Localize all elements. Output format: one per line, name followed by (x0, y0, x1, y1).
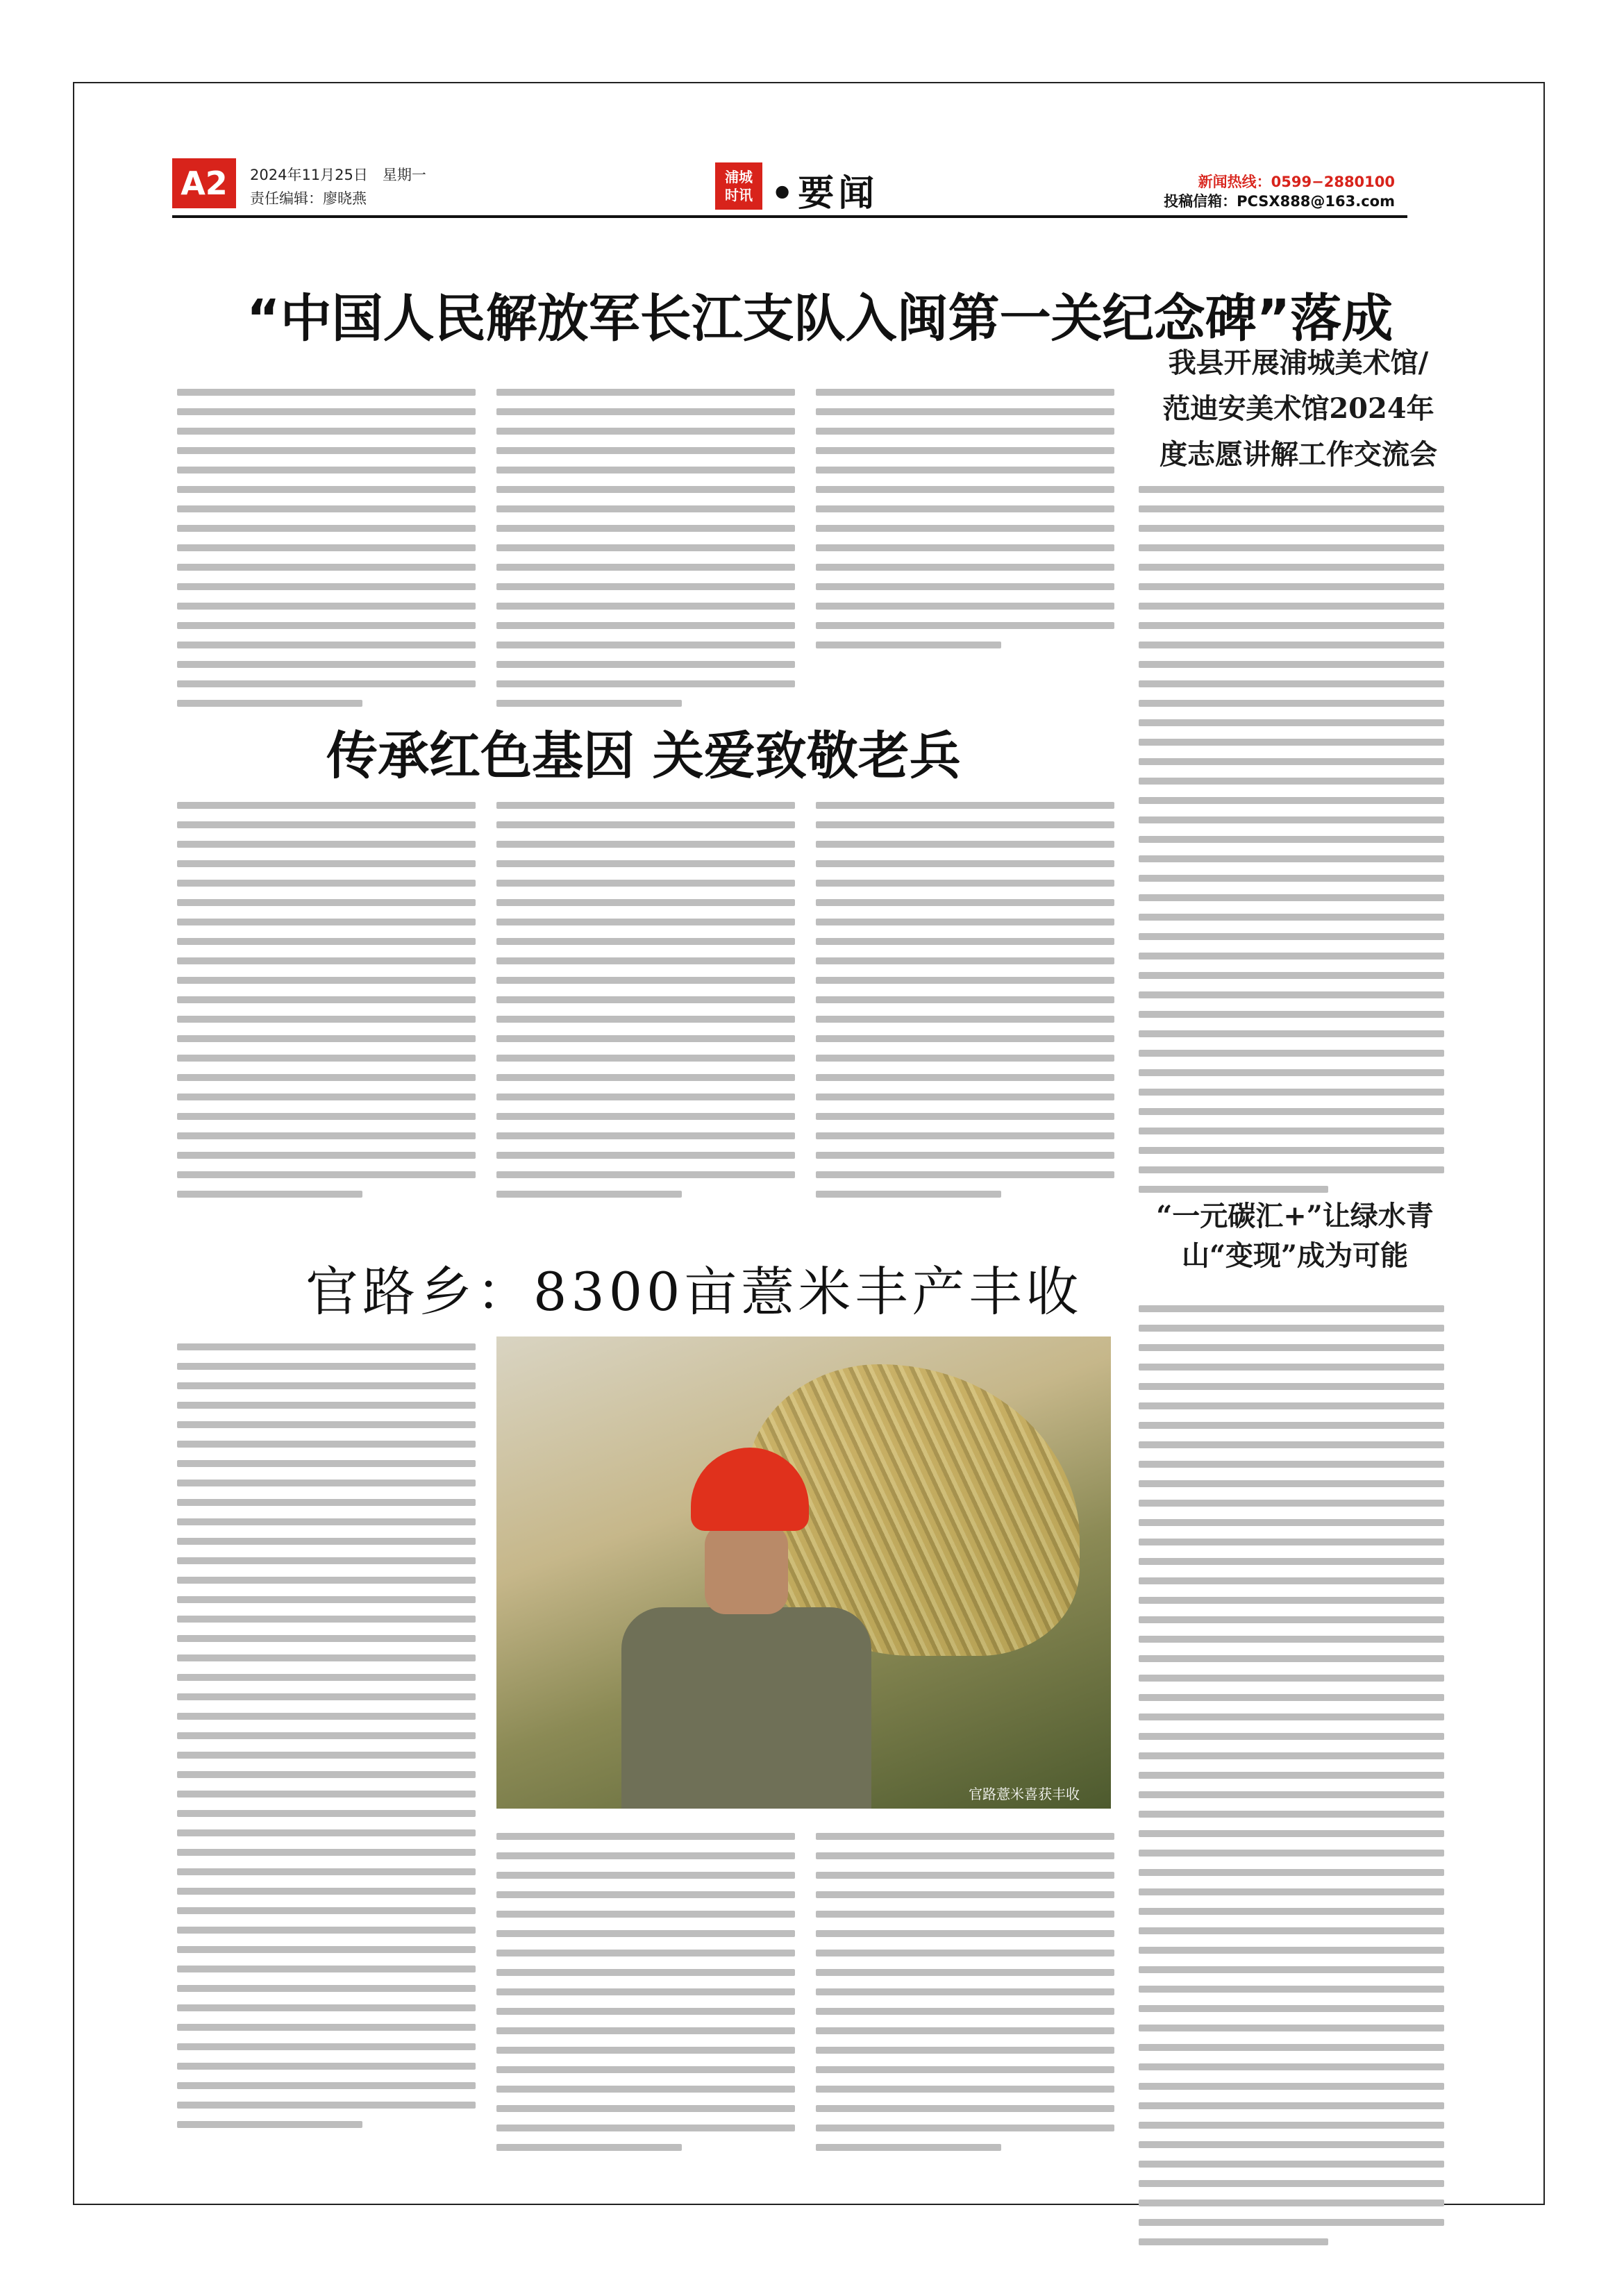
harvest-photo (496, 1336, 1111, 1809)
photo-caption: 官路薏米喜获丰收 (969, 1786, 1080, 1802)
article-monument-col2 (496, 389, 795, 719)
photo-farmer-face (705, 1524, 788, 1614)
article-coix-col1 (177, 1343, 476, 2140)
headline-monument: “中国人民解放军长江支队入闽第一关纪念碑”落成 (246, 289, 1393, 349)
newspaper-logo (715, 162, 762, 210)
headline-veterans: 传承红色基因 关爱致敬老兵 (326, 726, 961, 786)
page-number-badge: A2 (172, 158, 236, 208)
logo-line-2: 时讯 (725, 187, 753, 203)
photo-farmer-body (621, 1607, 871, 1809)
article-monument-col3 (816, 389, 1114, 661)
article-coix-col2 (496, 1833, 795, 2163)
section-title: •要闻 (771, 173, 879, 215)
masthead-rule (172, 215, 1407, 218)
article-volunteer-body (1139, 486, 1444, 1205)
editor-line: 责任编辑：廖晓燕 (250, 190, 367, 207)
headline-volunteer-meeting: 我县开展浦城美术馆/范迪安美术馆2024年度志愿讲解工作交流会 (1160, 346, 1437, 471)
headline-carbon-sink: “一元碳汇+”让绿水青山“变现”成为可能 (1156, 1200, 1434, 1272)
article-carbon-body (1139, 1305, 1444, 2258)
headline-coix-harvest: 官路乡：8300亩薏米丰产丰收 (305, 1261, 1083, 1323)
article-veterans-col2 (496, 802, 795, 1210)
logo-line-1: 浦城 (725, 169, 753, 185)
news-hotline: 新闻热线：0599−2880100 (1198, 174, 1395, 190)
article-monument-col1 (177, 389, 476, 719)
article-coix-col3 (816, 1833, 1114, 2163)
article-veterans-col3 (816, 802, 1114, 1210)
issue-date: 2024年11月25日 星期一 (250, 167, 426, 183)
article-veterans-col1 (177, 802, 476, 1210)
submission-email: 投稿信箱：PCSX888@163.com (1164, 193, 1395, 210)
